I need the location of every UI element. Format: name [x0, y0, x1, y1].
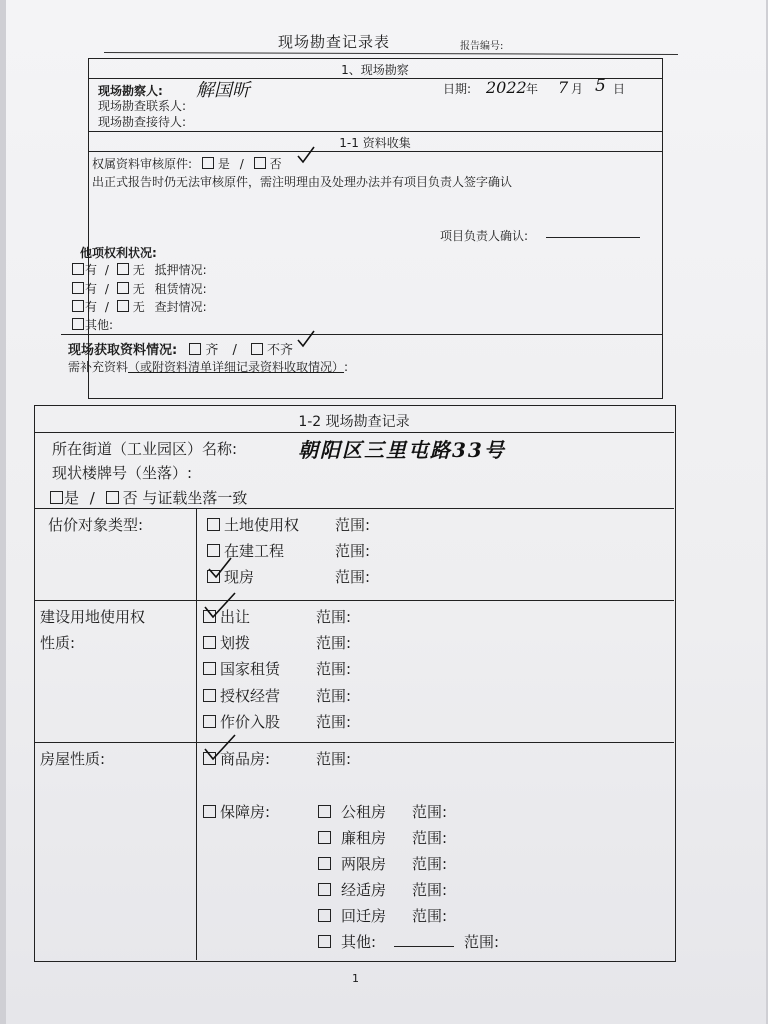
obtained-incomplete-label: 不齐 [267, 343, 294, 358]
section-1-2-title: 1-2 现场勘查记录 [298, 414, 410, 430]
range-label: 范围: [412, 855, 448, 873]
check-mark-icon [203, 591, 237, 619]
security-sub-option [318, 827, 386, 848]
supplement-row [68, 358, 348, 375]
security-housing-checkbox[interactable] [203, 805, 216, 818]
object-type-label: 估价对象类型: [48, 516, 144, 534]
check-mark-icon [203, 733, 237, 761]
check-mark-icon [296, 330, 316, 348]
seizure-label: 查封情况: [154, 300, 207, 314]
obtained-separator: / [232, 343, 237, 358]
street-value: 朝阳区三里屯路33号 [298, 438, 506, 462]
option-label: 其他: [341, 933, 377, 951]
range-label: 范围: [316, 608, 352, 626]
option-label: 保障房: [220, 803, 271, 821]
house-nature-option [203, 801, 270, 822]
original-review-row [92, 155, 282, 172]
land-use-label-line2: 性质: [40, 634, 76, 652]
security-sub-option [318, 801, 386, 822]
range-label: 范围: [316, 750, 352, 768]
original-separator: / [239, 157, 244, 171]
consistency-no-label: 否 与证载坐落一致 [122, 489, 248, 507]
option-label: 在建工程 [224, 542, 285, 560]
date-day-unit: 日 [613, 82, 626, 96]
receiver-label: 现场勘查接待人: [98, 115, 187, 129]
land-use-option [203, 658, 280, 679]
security-sub-option [318, 853, 386, 874]
manager-confirm-label: 项目负责人确认: [440, 229, 529, 243]
building-no-label: 现状楼牌号（坐落）: [52, 464, 193, 482]
relocation-housing-checkbox[interactable] [318, 909, 331, 922]
date-year-unit: 年 [526, 82, 539, 96]
obtained-incomplete-checkbox[interactable] [251, 343, 263, 355]
report-number-label: 报告编号: [460, 41, 504, 52]
mortgage-yes-label: 有 [85, 263, 98, 277]
mortgage-separator: / [104, 263, 109, 277]
option-label: 两限房 [341, 855, 387, 873]
original-review-note: 出正式报告时仍无法审核原件，需注明理由及处理办法并有项目负责人签字确认 [92, 175, 513, 189]
allocation-checkbox[interactable] [203, 636, 216, 649]
range-label: 范围: [335, 568, 371, 586]
consistency-yes-checkbox[interactable] [50, 491, 63, 504]
range-label: 范围: [464, 933, 500, 951]
supplement-note: （或附资料清单详细记录资料收取情况） [128, 360, 345, 374]
low-rent-checkbox[interactable] [318, 831, 331, 844]
title-rule [104, 52, 678, 55]
range-label: 范围: [316, 634, 352, 652]
lease-yes-checkbox[interactable] [72, 282, 84, 294]
date-year: 2022 [486, 78, 527, 97]
seizure-separator: / [104, 300, 109, 314]
seizure-no-label: 无 [132, 300, 145, 314]
seizure-no-checkbox[interactable] [117, 300, 129, 312]
range-label: 范围: [335, 516, 371, 534]
other-checkbox[interactable] [72, 318, 84, 330]
range-label: 范围: [316, 660, 352, 678]
page-number: 1 [352, 972, 359, 985]
contact-label: 现场勘查联系人: [98, 99, 187, 113]
lease-no-checkbox[interactable] [117, 282, 129, 294]
option-label: 回迁房 [341, 907, 387, 925]
other-housing-blank[interactable] [394, 946, 454, 947]
consistency-no-checkbox[interactable] [106, 491, 119, 504]
obtained-complete-checkbox[interactable] [189, 343, 201, 355]
inspector-label: 现场勘察人: [98, 84, 163, 98]
range-label: 范围: [412, 881, 448, 899]
other-label: 其他: [85, 318, 114, 332]
section-1-title: 1、现场勘察 [341, 63, 409, 77]
affordable-housing-checkbox[interactable] [318, 883, 331, 896]
obtained-row [68, 339, 293, 358]
document-title: 现场勘查记录表 [278, 33, 391, 51]
option-label: 土地使用权 [224, 516, 300, 534]
original-review-label: 权属资料审核原件: [92, 157, 193, 171]
rights-row [72, 298, 207, 315]
date-day: 5 [595, 76, 606, 96]
option-label: 授权经营 [220, 687, 281, 705]
authorized-operation-checkbox[interactable] [203, 689, 216, 702]
rights-row [72, 261, 207, 278]
check-mark-icon [207, 557, 233, 579]
inspector-signature: 解国昕 [196, 80, 250, 101]
mortgage-yes-checkbox[interactable] [72, 263, 84, 275]
original-no-checkbox[interactable] [254, 157, 266, 169]
other-rights-row [72, 316, 113, 333]
document-page [6, 0, 766, 1024]
object-type-option [207, 514, 299, 535]
consistency-row [50, 487, 247, 508]
other-rights-label: 他项权利状况: [80, 246, 157, 260]
mortgage-no-checkbox[interactable] [117, 263, 129, 275]
option-label: 划拨 [220, 634, 251, 652]
option-label: 经适房 [341, 881, 387, 899]
date-month-unit: 月 [571, 82, 584, 96]
land-use-right-checkbox[interactable] [207, 518, 220, 531]
seizure-yes-checkbox[interactable] [72, 300, 84, 312]
other-housing-checkbox[interactable] [318, 935, 331, 948]
mortgage-label: 抵押情况: [154, 263, 207, 277]
security-sub-option [318, 931, 376, 952]
option-label: 现房 [224, 568, 255, 586]
option-label: 出让 [220, 608, 251, 626]
option-label: 廉租房 [341, 829, 387, 847]
price-limited-checkbox[interactable] [318, 857, 331, 870]
supplement-colon: : [344, 360, 349, 374]
street-label: 所在街道（工业园区）名称: [52, 440, 238, 458]
obtained-label: 现场获取资料情况: [68, 343, 178, 358]
check-mark-icon [296, 146, 316, 164]
security-sub-option [318, 905, 386, 926]
consistency-separator: / [89, 489, 95, 507]
original-no-label: 否 [269, 157, 282, 171]
land-use-option [203, 711, 280, 732]
original-yes-checkbox[interactable] [202, 157, 214, 169]
range-label: 范围: [316, 713, 352, 731]
construction-checkbox[interactable] [207, 544, 220, 557]
seizure-yes-label: 有 [85, 300, 98, 314]
consistency-yes-label: 是 [64, 489, 80, 507]
lease-yes-label: 有 [85, 282, 98, 296]
option-label: 国家租赁 [220, 660, 281, 678]
range-label: 范围: [316, 687, 352, 705]
obtained-complete-label: 齐 [205, 343, 219, 358]
lease-separator: / [104, 282, 109, 296]
range-label: 范围: [412, 803, 448, 821]
option-label: 公租房 [341, 803, 387, 821]
section-1-1-title: 1-1 资料收集 [339, 136, 411, 150]
option-label: 商品房: [220, 750, 271, 768]
land-use-option [203, 685, 280, 706]
range-label: 范围: [335, 542, 371, 560]
lease-label: 租赁情况: [154, 282, 207, 296]
date-month: 7 [558, 78, 569, 97]
equity-contribution-checkbox[interactable] [203, 715, 216, 728]
state-lease-checkbox[interactable] [203, 662, 216, 675]
public-rental-checkbox[interactable] [318, 805, 331, 818]
house-nature-label: 房屋性质: [40, 750, 106, 768]
option-label: 作价入股 [220, 713, 281, 731]
rights-row [72, 280, 207, 297]
manager-signature-line[interactable] [546, 237, 640, 238]
security-sub-option [318, 879, 386, 900]
range-label: 范围: [412, 907, 448, 925]
lease-no-label: 无 [132, 282, 145, 296]
date-label: 日期: [443, 82, 472, 96]
land-use-label-line1: 建设用地使用权 [40, 608, 146, 626]
supplement-label: 需补充资料 [68, 360, 129, 374]
original-yes-label: 是 [217, 157, 230, 171]
land-use-option [203, 632, 250, 653]
mortgage-no-label: 无 [132, 263, 145, 277]
range-label: 范围: [412, 829, 448, 847]
